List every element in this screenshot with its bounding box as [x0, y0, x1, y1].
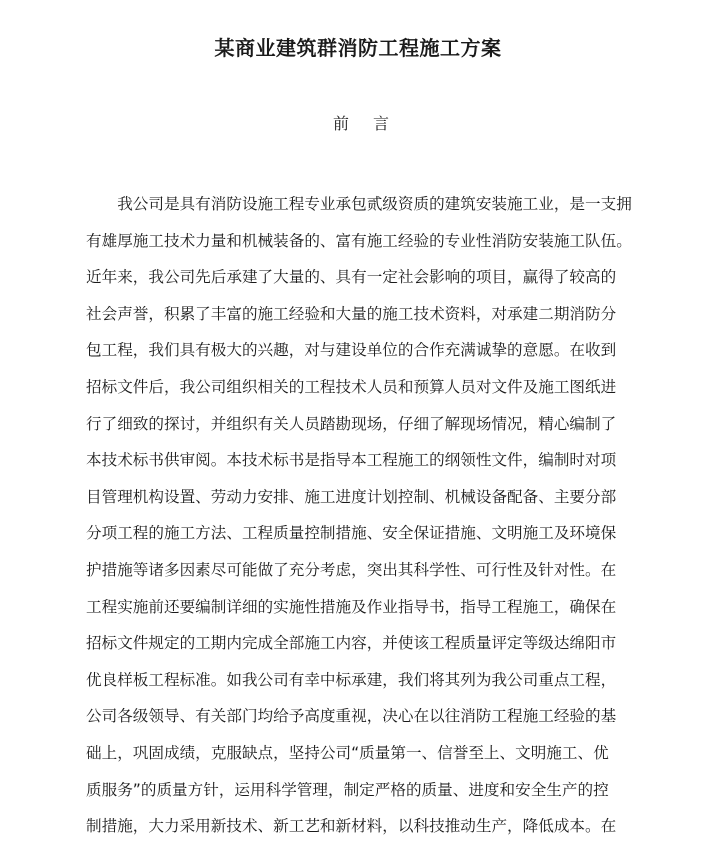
- paragraph-line: 制措施，大力采用新技术、新工艺和新材料，以科技推动生产，降低成本。在: [86, 817, 617, 836]
- paragraph-line: 招标文件规定的工期内完成全部施工内容，并使该工程质量评定等级达绵阳市: [86, 634, 617, 653]
- paragraph-line: 近年来，我公司先后承建了大量的、具有一定社会影响的项目，赢得了较高的: [86, 268, 617, 287]
- paragraph-line: 工程实施前还要编制详细的实施性措施及作业指导书，指导工程施工，确保在: [86, 597, 617, 616]
- paragraph-line: 我公司是具有消防设施工程专业承包贰级资质的建筑安装施工业，是一支拥: [86, 195, 632, 213]
- paragraph-line: 质服务”的质量方针，运用科学管理，制定严格的质量、进度和安全生产的控: [86, 780, 609, 799]
- paragraph-line: 有雄厚施工技术力量和机械装备的、富有施工经验的专业性消防安装施工队伍。: [86, 231, 632, 250]
- paragraph-line: 优良样板工程标准。如我公司有幸中标承建，我们将其列为我公司重点工程，: [86, 670, 617, 689]
- section-heading: 前言: [332, 114, 413, 133]
- paragraph-line: 本技术标书供审阅。本技术标书是指导本工程施工的纲领性文件，编制时对项: [86, 451, 617, 470]
- body-paragraph: [86, 186, 676, 845]
- paragraph-line: 分项工程的施工方法、工程质量控制措施、安全保证措施、文明施工及环境保: [86, 524, 617, 543]
- paragraph-line: 护措施等诸多因素尽可能做了充分考虑，突出其科学性、可行性及针对性。在: [86, 560, 617, 579]
- paragraph-line: 社会声誉，积累了丰富的施工经验和大量的施工技术资料，对承建二期消防分: [86, 304, 617, 323]
- paragraph-line: 包工程，我们具有极大的兴趣，对与建设单位的合作充满诚挚的意愿。在收到: [86, 341, 617, 360]
- document-title: 某商业建筑群消防工程施工方案: [214, 36, 502, 60]
- paragraph-line: 行了细致的探讨，并组织有关人员踏勘现场，仔细了解现场情况，精心编制了: [86, 414, 617, 433]
- paragraph-line: 公司各级领导、有关部门均给予高度重视，决心在以往消防工程施工经验的基: [86, 707, 617, 726]
- paragraph-line: 目管理机构设置、劳动力安排、施工进度计划控制、机械设备配备、主要分部: [86, 487, 617, 506]
- paragraph-line: 招标文件后，我公司组织相关的工程技术人员和预算人员对文件及施工图纸进: [86, 377, 617, 396]
- paragraph-line: 础上，巩固成绩，克服缺点，坚持公司“质量第一、信誉至上、文明施工、优: [86, 743, 609, 762]
